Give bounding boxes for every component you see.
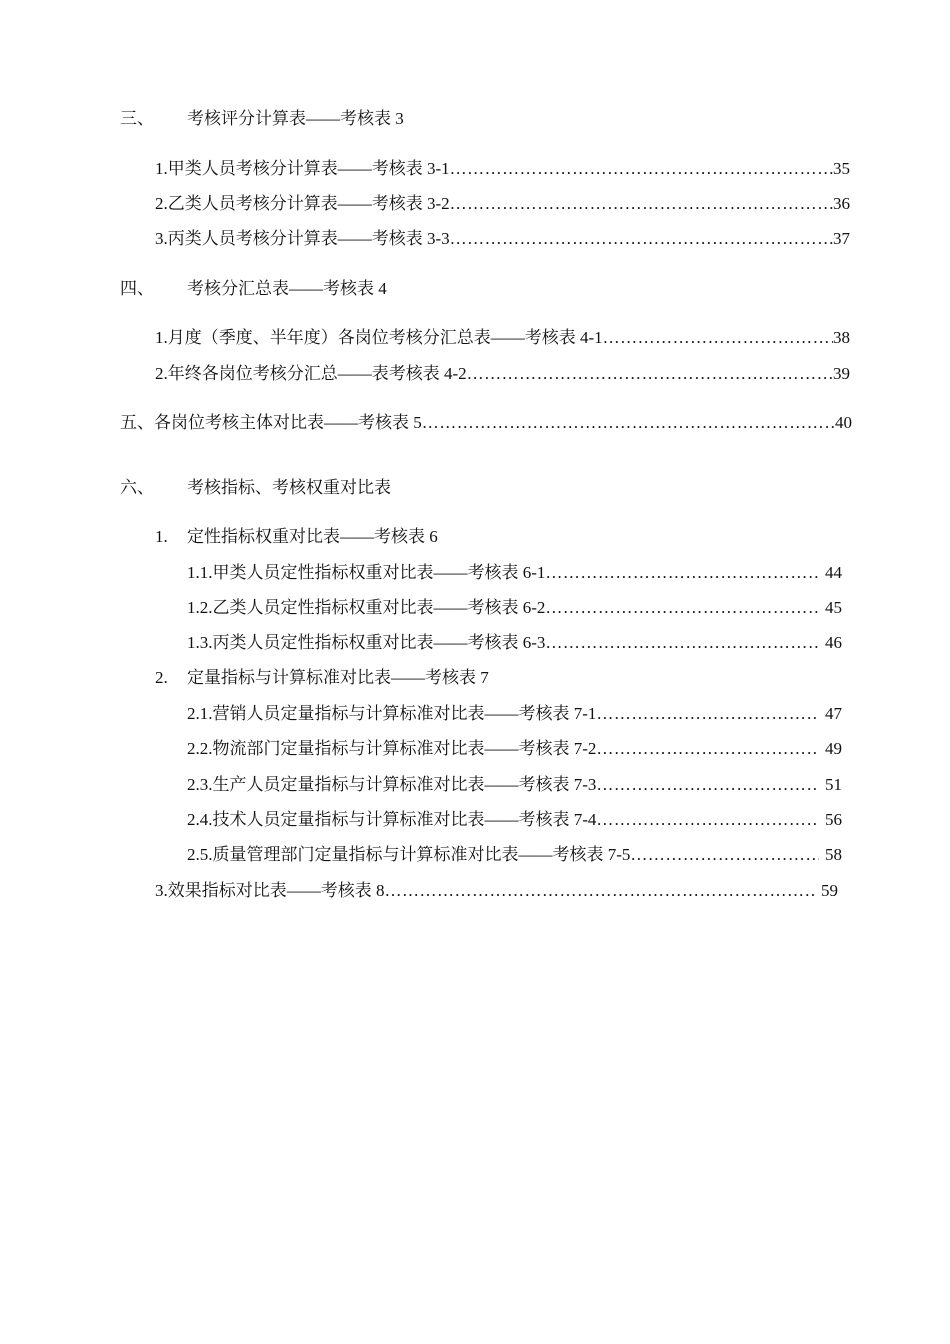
page-number: 37	[833, 229, 850, 248]
subentry-number: 2.1.	[187, 704, 213, 723]
entry-title: 年终各岗位考核分汇总——表考核表 4-2	[167, 364, 467, 383]
toc-subentry[interactable]	[187, 808, 842, 832]
dot-leader	[450, 192, 833, 216]
toc-entry[interactable]	[155, 157, 850, 181]
toc-entry[interactable]	[155, 879, 838, 903]
toc-subentry[interactable]	[187, 737, 842, 761]
dot-leader	[596, 808, 819, 832]
entry-title: 效果指标对比表——考核表 8	[167, 881, 385, 900]
toc-entry[interactable]	[155, 326, 850, 350]
section-title: 考核分汇总表——考核表 4	[187, 279, 387, 298]
section-title: 各岗位考核主体对比表——考核表 5	[154, 413, 422, 432]
dot-leader	[545, 631, 819, 655]
dot-leader	[596, 737, 819, 761]
page-number: 49	[825, 739, 842, 758]
dot-leader	[467, 362, 833, 386]
entry-number: 3.	[155, 881, 168, 900]
page-number: 39	[833, 364, 850, 383]
section-number: 三、	[120, 109, 154, 128]
toc-entry[interactable]	[155, 666, 845, 690]
dot-leader	[596, 702, 819, 726]
entry-title: 月度（季度、半年度）各岗位考核分汇总表——考核表 4-1	[167, 328, 603, 347]
toc-entry[interactable]	[155, 525, 845, 549]
section-number: 四、	[120, 279, 154, 298]
toc-section-heading[interactable]	[120, 476, 850, 500]
entry-number: 1.	[155, 159, 168, 178]
subentry-title: 丙类人员定性指标权重对比表——考核表 6-3	[212, 633, 546, 652]
subentry-title: 营销人员定量指标与计算标准对比表——考核表 7-1	[212, 704, 597, 723]
entry-number: 1.	[155, 527, 168, 546]
entry-title: 丙类人员考核分计算表——考核表 3-3	[167, 229, 450, 248]
subentry-number: 2.4.	[187, 810, 213, 829]
subentry-title: 生产人员定量指标与计算标准对比表——考核表 7-3	[212, 775, 597, 794]
entry-number: 2.	[155, 668, 168, 687]
page-number: 59	[821, 881, 838, 900]
entry-title: 定量指标与计算标准对比表——考核表 7	[187, 668, 489, 687]
subentry-title: 甲类人员定性指标权重对比表——考核表 6-1	[212, 563, 546, 582]
subentry-title: 质量管理部门定量指标与计算标准对比表——考核表 7-5	[212, 845, 631, 864]
section-title: 考核评分计算表——考核表 3	[187, 109, 404, 128]
toc-section-heading[interactable]	[120, 277, 850, 301]
entry-title: 甲类人员考核分计算表——考核表 3-1	[167, 159, 450, 178]
entry-title: 乙类人员考核分计算表——考核表 3-2	[167, 194, 450, 213]
toc-section-entry[interactable]	[120, 411, 852, 435]
page-number: 45	[825, 598, 842, 617]
toc-subentry[interactable]	[187, 596, 842, 620]
dot-leader	[385, 879, 816, 903]
entry-number: 1.	[155, 328, 168, 347]
dot-leader	[545, 561, 819, 585]
dot-leader	[450, 157, 833, 181]
page-number: 58	[825, 845, 842, 864]
entry-number: 2.	[155, 364, 168, 383]
page-number: 38	[833, 328, 850, 347]
dot-leader	[450, 227, 833, 251]
entry-number: 3.	[155, 229, 168, 248]
subentry-number: 1.1.	[187, 563, 213, 582]
page-number: 44	[825, 563, 842, 582]
subentry-number: 2.2.	[187, 739, 213, 758]
subentry-number: 1.2.	[187, 598, 213, 617]
subentry-number: 1.3.	[187, 633, 213, 652]
dot-leader	[422, 411, 835, 435]
toc-subentry[interactable]	[187, 702, 842, 726]
page-number: 36	[833, 194, 850, 213]
toc-section-heading[interactable]	[120, 107, 850, 131]
page-number: 40	[835, 413, 852, 432]
page-number: 47	[825, 704, 842, 723]
toc-entry[interactable]	[155, 192, 850, 216]
page-number: 35	[833, 159, 850, 178]
toc-subentry[interactable]	[187, 773, 842, 797]
toc-entry[interactable]	[155, 362, 850, 386]
section-title: 考核指标、考核权重对比表	[187, 478, 391, 497]
page-number: 51	[825, 775, 842, 794]
section-number: 六、	[120, 478, 154, 497]
toc-subentry[interactable]	[187, 561, 842, 585]
subentry-title: 技术人员定量指标与计算标准对比表——考核表 7-4	[212, 810, 597, 829]
toc-subentry[interactable]	[187, 843, 842, 867]
toc-entry[interactable]	[155, 227, 850, 251]
entry-number: 2.	[155, 194, 168, 213]
dot-leader	[630, 843, 819, 867]
page-number: 56	[825, 810, 842, 829]
subentry-title: 物流部门定量指标与计算标准对比表——考核表 7-2	[212, 739, 597, 758]
subentry-title: 乙类人员定性指标权重对比表——考核表 6-2	[212, 598, 546, 617]
entry-title: 定性指标权重对比表——考核表 6	[187, 527, 438, 546]
dot-leader	[596, 773, 819, 797]
section-number: 五、	[120, 413, 154, 432]
toc-subentry[interactable]	[187, 631, 842, 655]
dot-leader	[603, 326, 833, 350]
subentry-number: 2.3.	[187, 775, 213, 794]
page-number: 46	[825, 633, 842, 652]
subentry-number: 2.5.	[187, 845, 213, 864]
dot-leader	[545, 596, 819, 620]
